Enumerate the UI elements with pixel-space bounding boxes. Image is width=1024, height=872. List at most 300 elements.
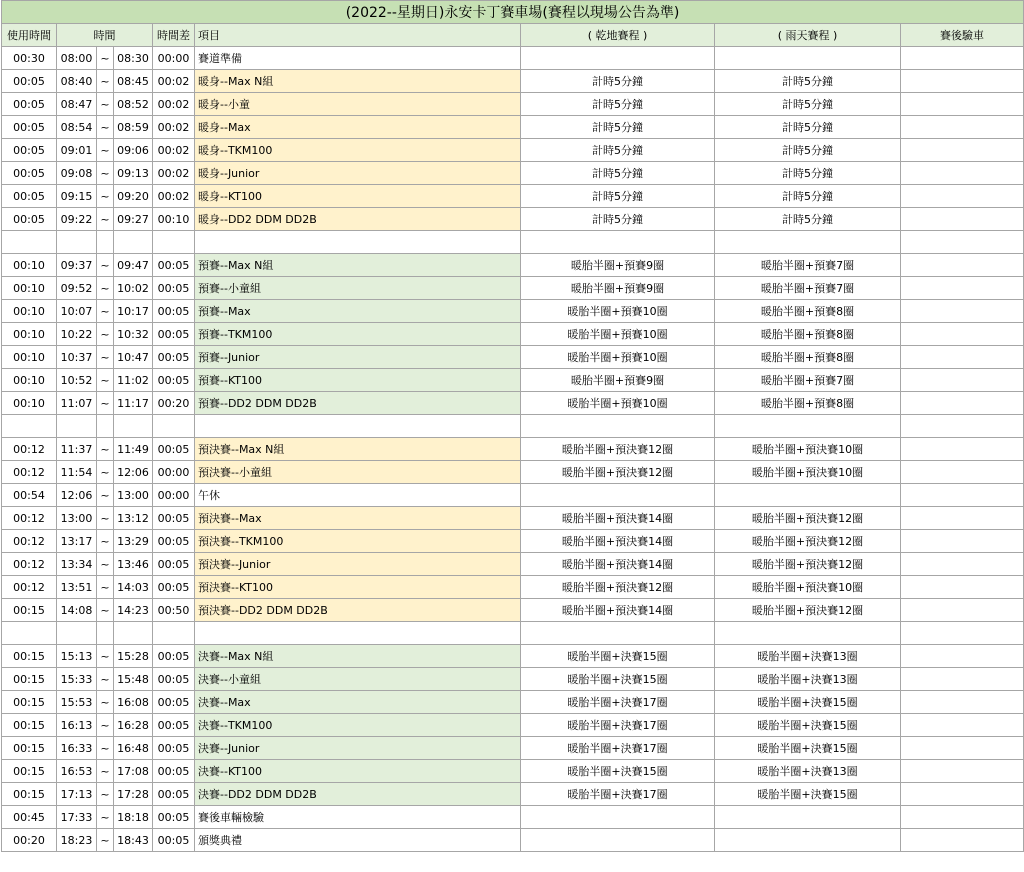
table-row	[2, 553, 1024, 576]
usage-time-cell: 00:12	[2, 438, 57, 461]
item-cell: 預決賽--Max N組	[195, 438, 521, 461]
item-cell: 暖身--DD2 DDM DD2B	[195, 208, 521, 231]
inspection-cell	[901, 369, 1024, 392]
item-cell: 預賽--TKM100	[195, 323, 521, 346]
inspection-cell	[901, 185, 1024, 208]
item-cell: 預決賽--DD2 DDM DD2B	[195, 599, 521, 622]
table-row	[2, 599, 1024, 622]
time-separator: ~	[97, 93, 114, 116]
rain-schedule-cell: 暖胎半圈+決賽13圈	[715, 645, 901, 668]
header-row	[2, 24, 1024, 47]
time-gap-cell: 00:02	[153, 116, 195, 139]
table-row	[2, 714, 1024, 737]
dry-schedule-cell: 暖胎半圈+預決賽12圈	[521, 461, 715, 484]
item-cell: 暖身--KT100	[195, 185, 521, 208]
end-time-cell: 08:30	[114, 47, 153, 70]
usage-time-cell: 00:05	[2, 70, 57, 93]
time-separator: ~	[97, 116, 114, 139]
empty-cell	[2, 622, 57, 645]
item-cell: 暖身--Max N組	[195, 70, 521, 93]
rain-schedule-cell: 暖胎半圈+決賽15圈	[715, 783, 901, 806]
start-time-cell: 15:33	[57, 668, 97, 691]
table-row	[2, 645, 1024, 668]
time-separator: ~	[97, 553, 114, 576]
time-gap-cell: 00:00	[153, 484, 195, 507]
table-row	[2, 737, 1024, 760]
usage-time-cell: 00:15	[2, 760, 57, 783]
dry-schedule-cell: 暖胎半圈+預賽10圈	[521, 323, 715, 346]
start-time-cell: 13:00	[57, 507, 97, 530]
rain-schedule-cell: 計時5分鐘	[715, 185, 901, 208]
start-time-cell: 15:13	[57, 645, 97, 668]
table-row	[2, 576, 1024, 599]
rain-schedule-cell: 暖胎半圈+決賽15圈	[715, 691, 901, 714]
rain-schedule-cell: 計時5分鐘	[715, 162, 901, 185]
item-cell: 決賽--DD2 DDM DD2B	[195, 783, 521, 806]
usage-time-cell: 00:15	[2, 714, 57, 737]
usage-time-cell: 00:15	[2, 645, 57, 668]
usage-time-cell: 00:12	[2, 461, 57, 484]
time-gap-cell: 00:05	[153, 737, 195, 760]
empty-cell	[153, 231, 195, 254]
start-time-cell: 17:13	[57, 783, 97, 806]
time-separator: ~	[97, 47, 114, 70]
start-time-cell: 13:34	[57, 553, 97, 576]
dry-schedule-cell: 計時5分鐘	[521, 116, 715, 139]
rain-schedule-cell: 暖胎半圈+預決賽12圈	[715, 530, 901, 553]
end-time-cell: 12:06	[114, 461, 153, 484]
time-separator: ~	[97, 599, 114, 622]
empty-cell	[114, 622, 153, 645]
dry-schedule-cell: 計時5分鐘	[521, 70, 715, 93]
rain-schedule-cell: 暖胎半圈+預賽7圈	[715, 277, 901, 300]
dry-schedule-cell: 暖胎半圈+決賽17圈	[521, 714, 715, 737]
end-time-cell: 08:59	[114, 116, 153, 139]
dry-schedule-cell: 暖胎半圈+預賽9圈	[521, 369, 715, 392]
header-dry-schedule: ( 乾地賽程 )	[521, 24, 715, 47]
table-row	[2, 438, 1024, 461]
time-gap-cell: 00:02	[153, 139, 195, 162]
dry-schedule-cell: 暖胎半圈+預決賽14圈	[521, 507, 715, 530]
empty-cell	[715, 231, 901, 254]
start-time-cell: 08:00	[57, 47, 97, 70]
empty-cell	[2, 231, 57, 254]
usage-time-cell: 00:30	[2, 47, 57, 70]
rain-schedule-cell: 暖胎半圈+預賽8圈	[715, 392, 901, 415]
time-separator: ~	[97, 530, 114, 553]
inspection-cell	[901, 70, 1024, 93]
start-time-cell: 11:54	[57, 461, 97, 484]
time-gap-cell: 00:05	[153, 668, 195, 691]
inspection-cell	[901, 47, 1024, 70]
start-time-cell: 09:15	[57, 185, 97, 208]
start-time-cell: 16:33	[57, 737, 97, 760]
end-time-cell: 18:43	[114, 829, 153, 852]
start-time-cell: 15:53	[57, 691, 97, 714]
empty-cell	[2, 415, 57, 438]
empty-cell	[97, 415, 114, 438]
inspection-cell	[901, 93, 1024, 116]
time-gap-cell: 00:05	[153, 783, 195, 806]
time-separator: ~	[97, 714, 114, 737]
inspection-cell	[901, 783, 1024, 806]
time-separator: ~	[97, 254, 114, 277]
time-separator: ~	[97, 392, 114, 415]
time-separator: ~	[97, 162, 114, 185]
table-row	[2, 783, 1024, 806]
usage-time-cell: 00:05	[2, 185, 57, 208]
header-usage-time: 使用時間	[2, 24, 57, 47]
usage-time-cell: 00:05	[2, 116, 57, 139]
item-cell: 決賽--Max	[195, 691, 521, 714]
usage-time-cell: 00:10	[2, 323, 57, 346]
time-gap-cell: 00:00	[153, 47, 195, 70]
start-time-cell: 10:07	[57, 300, 97, 323]
empty-cell	[114, 231, 153, 254]
usage-time-cell: 00:10	[2, 300, 57, 323]
start-time-cell: 09:52	[57, 277, 97, 300]
empty-cell	[521, 231, 715, 254]
inspection-cell	[901, 162, 1024, 185]
time-gap-cell: 00:05	[153, 277, 195, 300]
inspection-cell	[901, 530, 1024, 553]
end-time-cell: 13:29	[114, 530, 153, 553]
time-gap-cell: 00:05	[153, 806, 195, 829]
time-gap-cell: 00:05	[153, 254, 195, 277]
inspection-cell	[901, 576, 1024, 599]
item-cell: 決賽--KT100	[195, 760, 521, 783]
item-cell: 預決賽--Max	[195, 507, 521, 530]
rain-schedule-cell: 暖胎半圈+決賽15圈	[715, 714, 901, 737]
time-separator: ~	[97, 576, 114, 599]
dry-schedule-cell	[521, 829, 715, 852]
end-time-cell: 09:06	[114, 139, 153, 162]
rain-schedule-cell: 計時5分鐘	[715, 70, 901, 93]
table-row	[2, 392, 1024, 415]
end-time-cell: 13:46	[114, 553, 153, 576]
table-row	[2, 300, 1024, 323]
usage-time-cell: 00:10	[2, 346, 57, 369]
table-row	[2, 277, 1024, 300]
rain-schedule-cell: 暖胎半圈+預賽7圈	[715, 369, 901, 392]
spacer-row	[2, 415, 1024, 438]
rain-schedule-cell: 暖胎半圈+決賽15圈	[715, 737, 901, 760]
empty-cell	[901, 622, 1024, 645]
time-separator: ~	[97, 829, 114, 852]
table-row	[2, 507, 1024, 530]
start-time-cell: 08:54	[57, 116, 97, 139]
inspection-cell	[901, 599, 1024, 622]
time-gap-cell: 00:05	[153, 323, 195, 346]
empty-cell	[153, 415, 195, 438]
start-time-cell: 13:51	[57, 576, 97, 599]
dry-schedule-cell: 計時5分鐘	[521, 185, 715, 208]
table-row	[2, 369, 1024, 392]
dry-schedule-cell: 計時5分鐘	[521, 162, 715, 185]
dry-schedule-cell: 暖胎半圈+決賽15圈	[521, 760, 715, 783]
time-gap-cell: 00:05	[153, 507, 195, 530]
schedule-table	[1, 0, 1024, 852]
empty-cell	[715, 622, 901, 645]
empty-cell	[57, 231, 97, 254]
dry-schedule-cell: 暖胎半圈+決賽17圈	[521, 737, 715, 760]
end-time-cell: 11:17	[114, 392, 153, 415]
empty-cell	[521, 415, 715, 438]
item-cell: 賽後車輛檢驗	[195, 806, 521, 829]
spacer-row	[2, 622, 1024, 645]
item-cell: 預賽--Max N組	[195, 254, 521, 277]
usage-time-cell: 00:05	[2, 93, 57, 116]
dry-schedule-cell: 暖胎半圈+預決賽14圈	[521, 599, 715, 622]
start-time-cell: 12:06	[57, 484, 97, 507]
item-cell: 暖身--Junior	[195, 162, 521, 185]
spacer-row	[2, 231, 1024, 254]
header-post-race-inspection: 賽後驗車	[901, 24, 1024, 47]
rain-schedule-cell: 暖胎半圈+預決賽12圈	[715, 507, 901, 530]
item-cell: 預賽--DD2 DDM DD2B	[195, 392, 521, 415]
empty-cell	[57, 622, 97, 645]
time-gap-cell: 00:20	[153, 392, 195, 415]
usage-time-cell: 00:05	[2, 139, 57, 162]
usage-time-cell: 00:10	[2, 277, 57, 300]
empty-cell	[901, 231, 1024, 254]
rain-schedule-cell: 暖胎半圈+決賽13圈	[715, 760, 901, 783]
time-separator: ~	[97, 507, 114, 530]
table-row	[2, 208, 1024, 231]
time-gap-cell: 00:05	[153, 645, 195, 668]
item-cell: 決賽--Max N組	[195, 645, 521, 668]
usage-time-cell: 00:05	[2, 208, 57, 231]
end-time-cell: 18:18	[114, 806, 153, 829]
start-time-cell: 16:13	[57, 714, 97, 737]
time-gap-cell: 00:02	[153, 162, 195, 185]
usage-time-cell: 00:12	[2, 553, 57, 576]
end-time-cell: 09:47	[114, 254, 153, 277]
end-time-cell: 09:13	[114, 162, 153, 185]
empty-cell	[195, 231, 521, 254]
usage-time-cell: 00:12	[2, 576, 57, 599]
table-row	[2, 806, 1024, 829]
inspection-cell	[901, 254, 1024, 277]
usage-time-cell: 00:10	[2, 369, 57, 392]
item-cell: 暖身--小童	[195, 93, 521, 116]
rain-schedule-cell: 計時5分鐘	[715, 139, 901, 162]
empty-cell	[57, 415, 97, 438]
start-time-cell: 10:22	[57, 323, 97, 346]
end-time-cell: 16:28	[114, 714, 153, 737]
end-time-cell: 10:47	[114, 346, 153, 369]
item-cell: 決賽--小童組	[195, 668, 521, 691]
usage-time-cell: 00:45	[2, 806, 57, 829]
rain-schedule-cell: 暖胎半圈+預決賽12圈	[715, 599, 901, 622]
item-cell: 預賽--KT100	[195, 369, 521, 392]
rain-schedule-cell: 暖胎半圈+預賽8圈	[715, 346, 901, 369]
inspection-cell	[901, 461, 1024, 484]
empty-cell	[97, 622, 114, 645]
inspection-cell	[901, 507, 1024, 530]
start-time-cell: 11:07	[57, 392, 97, 415]
time-separator: ~	[97, 300, 114, 323]
usage-time-cell: 00:54	[2, 484, 57, 507]
end-time-cell: 09:27	[114, 208, 153, 231]
table-row	[2, 484, 1024, 507]
end-time-cell: 17:08	[114, 760, 153, 783]
usage-time-cell: 00:20	[2, 829, 57, 852]
header-rain-schedule: ( 雨天賽程 )	[715, 24, 901, 47]
end-time-cell: 09:20	[114, 185, 153, 208]
time-gap-cell: 00:05	[153, 553, 195, 576]
item-cell: 預賽--小童組	[195, 277, 521, 300]
time-separator: ~	[97, 484, 114, 507]
dry-schedule-cell: 計時5分鐘	[521, 208, 715, 231]
table-row	[2, 162, 1024, 185]
table-row	[2, 323, 1024, 346]
time-gap-cell: 00:05	[153, 530, 195, 553]
dry-schedule-cell: 暖胎半圈+預賽10圈	[521, 346, 715, 369]
end-time-cell: 16:48	[114, 737, 153, 760]
item-cell: 頒獎典禮	[195, 829, 521, 852]
header-time: 時間	[57, 24, 153, 47]
title-row	[2, 1, 1024, 24]
start-time-cell: 18:23	[57, 829, 97, 852]
rain-schedule-cell: 暖胎半圈+決賽13圈	[715, 668, 901, 691]
item-cell: 預決賽--KT100	[195, 576, 521, 599]
end-time-cell: 08:45	[114, 70, 153, 93]
inspection-cell	[901, 668, 1024, 691]
rain-schedule-cell: 暖胎半圈+預決賽12圈	[715, 553, 901, 576]
rain-schedule-cell: 暖胎半圈+預賽7圈	[715, 254, 901, 277]
time-separator: ~	[97, 806, 114, 829]
table-row	[2, 185, 1024, 208]
dry-schedule-cell: 暖胎半圈+預賽10圈	[521, 300, 715, 323]
time-gap-cell: 00:05	[153, 829, 195, 852]
inspection-cell	[901, 484, 1024, 507]
inspection-cell	[901, 323, 1024, 346]
time-separator: ~	[97, 645, 114, 668]
start-time-cell: 16:53	[57, 760, 97, 783]
end-time-cell: 15:28	[114, 645, 153, 668]
time-gap-cell: 00:05	[153, 369, 195, 392]
empty-cell	[153, 622, 195, 645]
inspection-cell	[901, 139, 1024, 162]
rain-schedule-cell	[715, 829, 901, 852]
item-cell: 暖身--Max	[195, 116, 521, 139]
time-gap-cell: 00:05	[153, 760, 195, 783]
table-row	[2, 346, 1024, 369]
table-row	[2, 116, 1024, 139]
dry-schedule-cell: 暖胎半圈+預賽10圈	[521, 392, 715, 415]
item-cell: 預賽--Junior	[195, 346, 521, 369]
usage-time-cell: 00:15	[2, 783, 57, 806]
inspection-cell	[901, 392, 1024, 415]
start-time-cell: 13:17	[57, 530, 97, 553]
start-time-cell: 10:52	[57, 369, 97, 392]
end-time-cell: 16:08	[114, 691, 153, 714]
end-time-cell: 11:49	[114, 438, 153, 461]
end-time-cell: 17:28	[114, 783, 153, 806]
dry-schedule-cell: 計時5分鐘	[521, 139, 715, 162]
empty-cell	[715, 415, 901, 438]
start-time-cell: 08:40	[57, 70, 97, 93]
end-time-cell: 10:32	[114, 323, 153, 346]
time-separator: ~	[97, 323, 114, 346]
time-gap-cell: 00:10	[153, 208, 195, 231]
empty-cell	[97, 231, 114, 254]
end-time-cell: 14:03	[114, 576, 153, 599]
inspection-cell	[901, 346, 1024, 369]
end-time-cell: 10:17	[114, 300, 153, 323]
time-separator: ~	[97, 369, 114, 392]
table-row	[2, 461, 1024, 484]
inspection-cell	[901, 277, 1024, 300]
item-cell: 決賽--Junior	[195, 737, 521, 760]
dry-schedule-cell: 暖胎半圈+預決賽14圈	[521, 530, 715, 553]
time-separator: ~	[97, 783, 114, 806]
time-separator: ~	[97, 346, 114, 369]
start-time-cell: 10:37	[57, 346, 97, 369]
end-time-cell: 10:02	[114, 277, 153, 300]
dry-schedule-cell: 暖胎半圈+預決賽12圈	[521, 576, 715, 599]
item-cell: 暖身--TKM100	[195, 139, 521, 162]
header-item: 項目	[195, 24, 521, 47]
start-time-cell: 09:22	[57, 208, 97, 231]
inspection-cell	[901, 737, 1024, 760]
dry-schedule-cell: 暖胎半圈+決賽17圈	[521, 691, 715, 714]
table-row	[2, 47, 1024, 70]
usage-time-cell: 00:12	[2, 530, 57, 553]
end-time-cell: 11:02	[114, 369, 153, 392]
rain-schedule-cell: 計時5分鐘	[715, 93, 901, 116]
rain-schedule-cell	[715, 806, 901, 829]
rain-schedule-cell: 暖胎半圈+預決賽10圈	[715, 438, 901, 461]
usage-time-cell: 00:10	[2, 392, 57, 415]
time-gap-cell: 00:00	[153, 461, 195, 484]
start-time-cell: 09:01	[57, 139, 97, 162]
dry-schedule-cell	[521, 484, 715, 507]
inspection-cell	[901, 116, 1024, 139]
time-separator: ~	[97, 208, 114, 231]
rain-schedule-cell	[715, 484, 901, 507]
dry-schedule-cell: 暖胎半圈+預賽9圈	[521, 277, 715, 300]
item-cell: 預決賽--小童組	[195, 461, 521, 484]
time-gap-cell: 00:05	[153, 300, 195, 323]
header-time-gap: 時間差	[153, 24, 195, 47]
time-gap-cell: 00:02	[153, 93, 195, 116]
usage-time-cell: 00:15	[2, 737, 57, 760]
usage-time-cell: 00:15	[2, 668, 57, 691]
empty-cell	[195, 415, 521, 438]
end-time-cell: 14:23	[114, 599, 153, 622]
dry-schedule-cell	[521, 47, 715, 70]
inspection-cell	[901, 829, 1024, 852]
time-gap-cell: 00:05	[153, 346, 195, 369]
item-cell: 預決賽--TKM100	[195, 530, 521, 553]
time-separator: ~	[97, 277, 114, 300]
dry-schedule-cell	[521, 806, 715, 829]
inspection-cell	[901, 645, 1024, 668]
rain-schedule-cell: 暖胎半圈+預決賽10圈	[715, 576, 901, 599]
inspection-cell	[901, 714, 1024, 737]
usage-time-cell: 00:05	[2, 162, 57, 185]
inspection-cell	[901, 300, 1024, 323]
time-gap-cell: 00:05	[153, 576, 195, 599]
end-time-cell: 15:48	[114, 668, 153, 691]
inspection-cell	[901, 691, 1024, 714]
end-time-cell: 08:52	[114, 93, 153, 116]
inspection-cell	[901, 806, 1024, 829]
dry-schedule-cell: 暖胎半圈+決賽17圈	[521, 783, 715, 806]
time-gap-cell: 00:05	[153, 438, 195, 461]
